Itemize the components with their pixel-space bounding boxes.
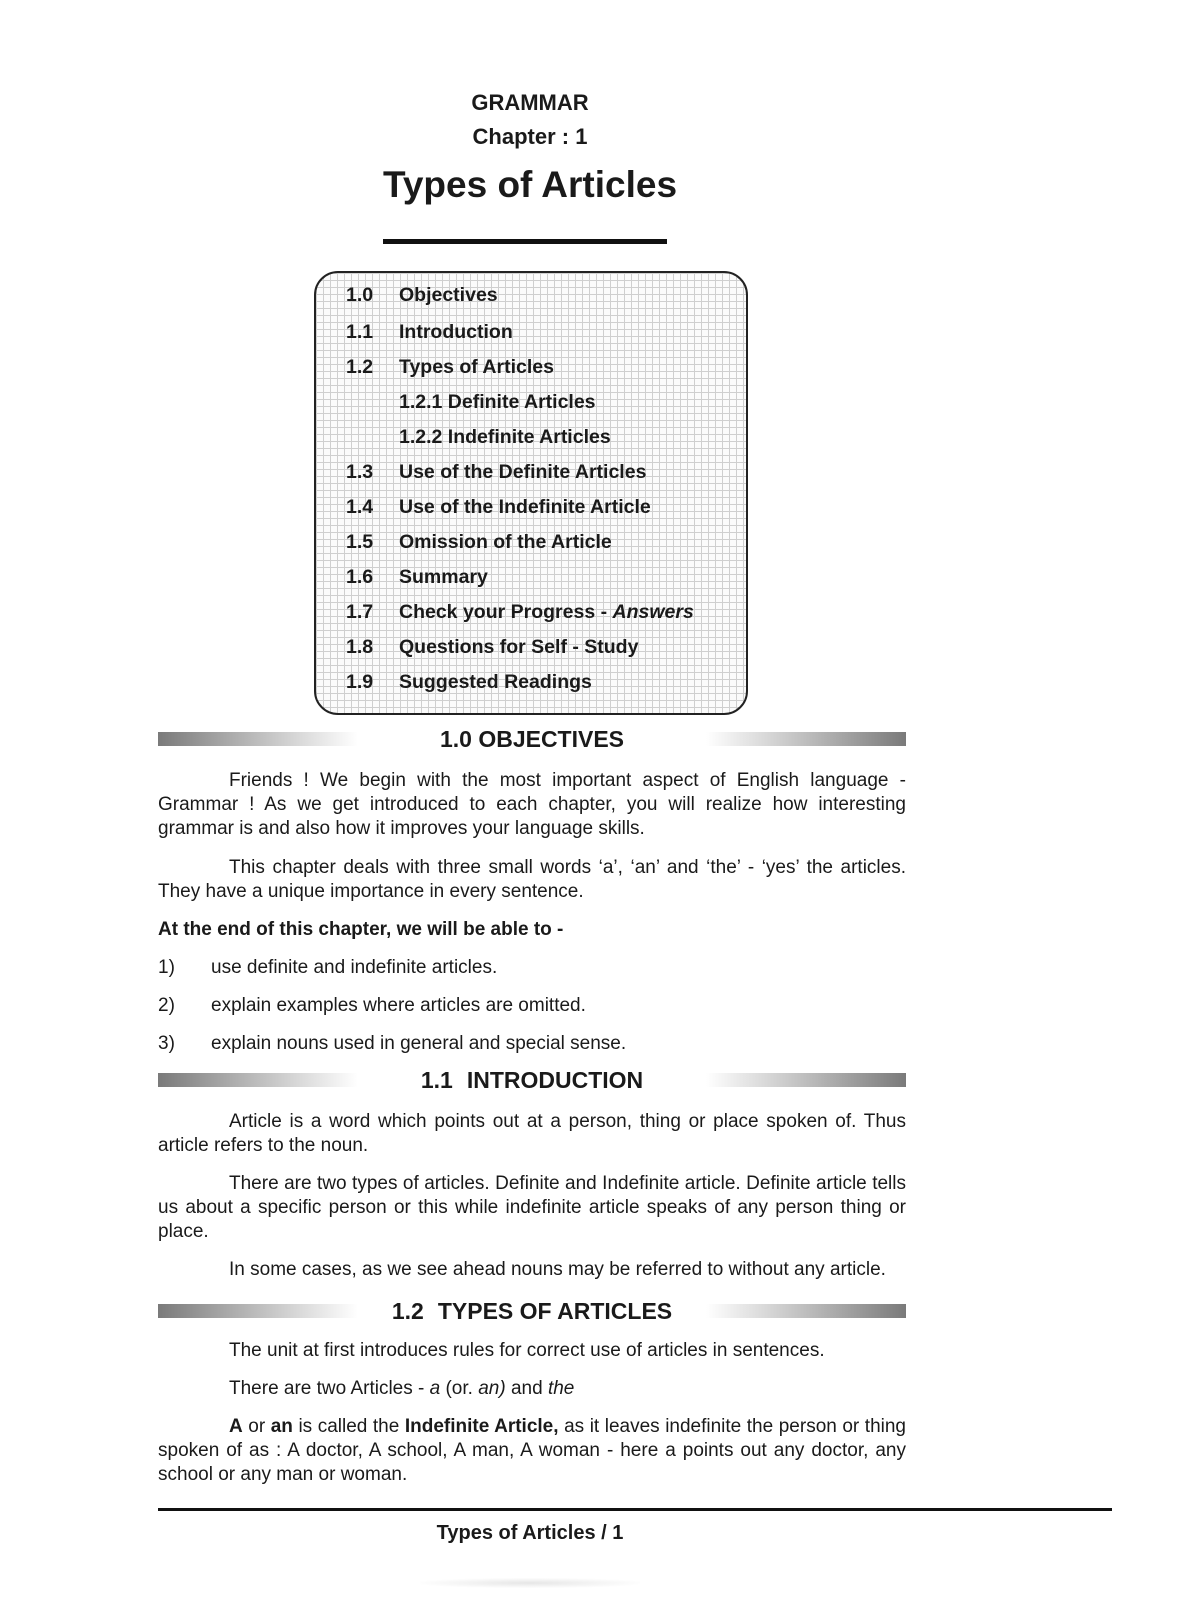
toc-subitem [399, 426, 611, 449]
section-number: 1.1 [420, 1067, 453, 1093]
toc-number: 1.4 [346, 496, 374, 518]
section-title [158, 1297, 906, 1325]
objectives-lead: At the end of this chapter, we will be able to - [158, 919, 564, 940]
toc-label-italic: Answers [612, 601, 694, 623]
text-run-bold: Indefinite Article, [404, 1416, 559, 1437]
list-number: 1) [158, 957, 175, 978]
text-run: is called the [292, 1416, 405, 1437]
section-title [158, 1066, 906, 1094]
toc-label: Use of the Definite Articles [399, 461, 647, 483]
footer-rule [158, 1508, 1112, 1511]
objectives-paragraph-1: Friends ! We begin with the most important aspect of English language - Grammar ! As we get introduced to each chapter, you will realize how interesting grammar is and also how it improves your language skills. [158, 770, 906, 839]
title-underline [383, 239, 667, 244]
toc-number: 1.8 [346, 636, 374, 658]
types-paragraph-1: The unit at first introduces rules for correct use of articles in sentences. [229, 1340, 825, 1361]
toc-number: 1.7 [346, 601, 374, 623]
text-run-bold: an [270, 1416, 293, 1437]
toc-item [346, 601, 694, 624]
section-title-text: TYPES OF ARTICLES [437, 1298, 673, 1324]
types-paragraph-3 [158, 1415, 906, 1487]
chapter-heading: Chapter : 1 [472, 124, 588, 149]
toc-item [346, 496, 651, 519]
toc-number: 1.9 [346, 671, 374, 693]
toc-label: Summary [399, 566, 488, 588]
section-heading-introduction [158, 1066, 906, 1094]
toc-label: Omission of the Article [399, 531, 612, 553]
section-heading-objectives [158, 725, 906, 753]
toc-number: 1.5 [346, 531, 374, 553]
text-run: or [242, 1416, 271, 1437]
list-number: 2) [158, 995, 175, 1016]
list-item [158, 1032, 626, 1056]
text-run-italic: a [429, 1378, 441, 1399]
toc-label: Objectives [399, 284, 498, 306]
subject-heading: GRAMMAR [471, 90, 589, 115]
toc-number: 1.6 [346, 566, 374, 588]
section-title-text: INTRODUCTION [466, 1067, 644, 1093]
toc-label: Types of Articles [399, 356, 554, 378]
list-text: use definite and indefinite articles. [211, 957, 498, 978]
text-run: There are two Articles - [229, 1378, 430, 1399]
page-footer: Types of Articles / 1 [436, 1522, 624, 1544]
section-number: 1.2 [391, 1298, 424, 1324]
toc-label: 1.2.1 Definite Articles [399, 391, 596, 413]
toc-label: Use of the Indefinite Article [399, 496, 651, 518]
toc-item [346, 461, 646, 484]
text-run-bold: A [229, 1416, 243, 1437]
list-number: 3) [158, 1033, 175, 1054]
contents-box [314, 271, 748, 715]
text-run-italic: the [547, 1378, 575, 1399]
toc-number: 1.2 [346, 356, 374, 378]
text-run: as it leaves indefinite the person or thing spoken of as : A doctor, A school, A man, A woman - here a points out any doctor, any school or any man or woman. [158, 1416, 906, 1485]
objectives-paragraph-2: This chapter deals with three small words ‘a’, ‘an’ and ‘the’ - ‘yes’ the articles. They have a unique importance in every sentence. [158, 857, 906, 902]
toc-item [346, 566, 488, 589]
toc-item [346, 284, 498, 307]
toc-label: Introduction [399, 321, 513, 343]
toc-number: 1.1 [346, 321, 374, 343]
toc-item [346, 321, 513, 344]
page-shadow [420, 1578, 640, 1588]
page-title: Types of Articles [382, 164, 678, 205]
toc-number: 1.0 [346, 284, 374, 306]
toc-item [346, 356, 554, 379]
toc-number: 1.3 [346, 461, 374, 483]
section-heading-types [158, 1297, 906, 1325]
text-run: (or. [440, 1378, 479, 1399]
toc-label: Suggested Readings [399, 671, 592, 693]
list-item [158, 956, 497, 980]
list-text: explain nouns used in general and special sense. [211, 1033, 627, 1054]
section-title: 1.0 OBJECTIVES [439, 726, 625, 752]
toc-item [346, 636, 638, 659]
toc-label: Check your Progress - [399, 601, 613, 623]
toc-label: 1.2.2 Indefinite Articles [399, 426, 611, 448]
toc-item [346, 531, 612, 554]
toc-item [346, 671, 592, 694]
introduction-paragraph-2: There are two types of articles. Definite and Indefinite article. Definite article tells us about a specific person or this while indefinite article speaks of any person thing or place. [158, 1173, 906, 1242]
text-run: and [505, 1378, 548, 1399]
introduction-paragraph-3: In some cases, as we see ahead nouns may be referred to without any article. [229, 1259, 886, 1280]
introduction-paragraph-1: Article is a word which points out at a person, thing or place spoken of. Thus article refers to the noun. [158, 1111, 906, 1156]
types-paragraph-2 [158, 1377, 906, 1401]
toc-label: Questions for Self - Study [399, 636, 639, 658]
toc-subitem [399, 391, 596, 414]
list-item [158, 994, 586, 1018]
text-run-italic: an) [478, 1378, 506, 1399]
list-text: explain examples where articles are omitted. [211, 995, 586, 1016]
